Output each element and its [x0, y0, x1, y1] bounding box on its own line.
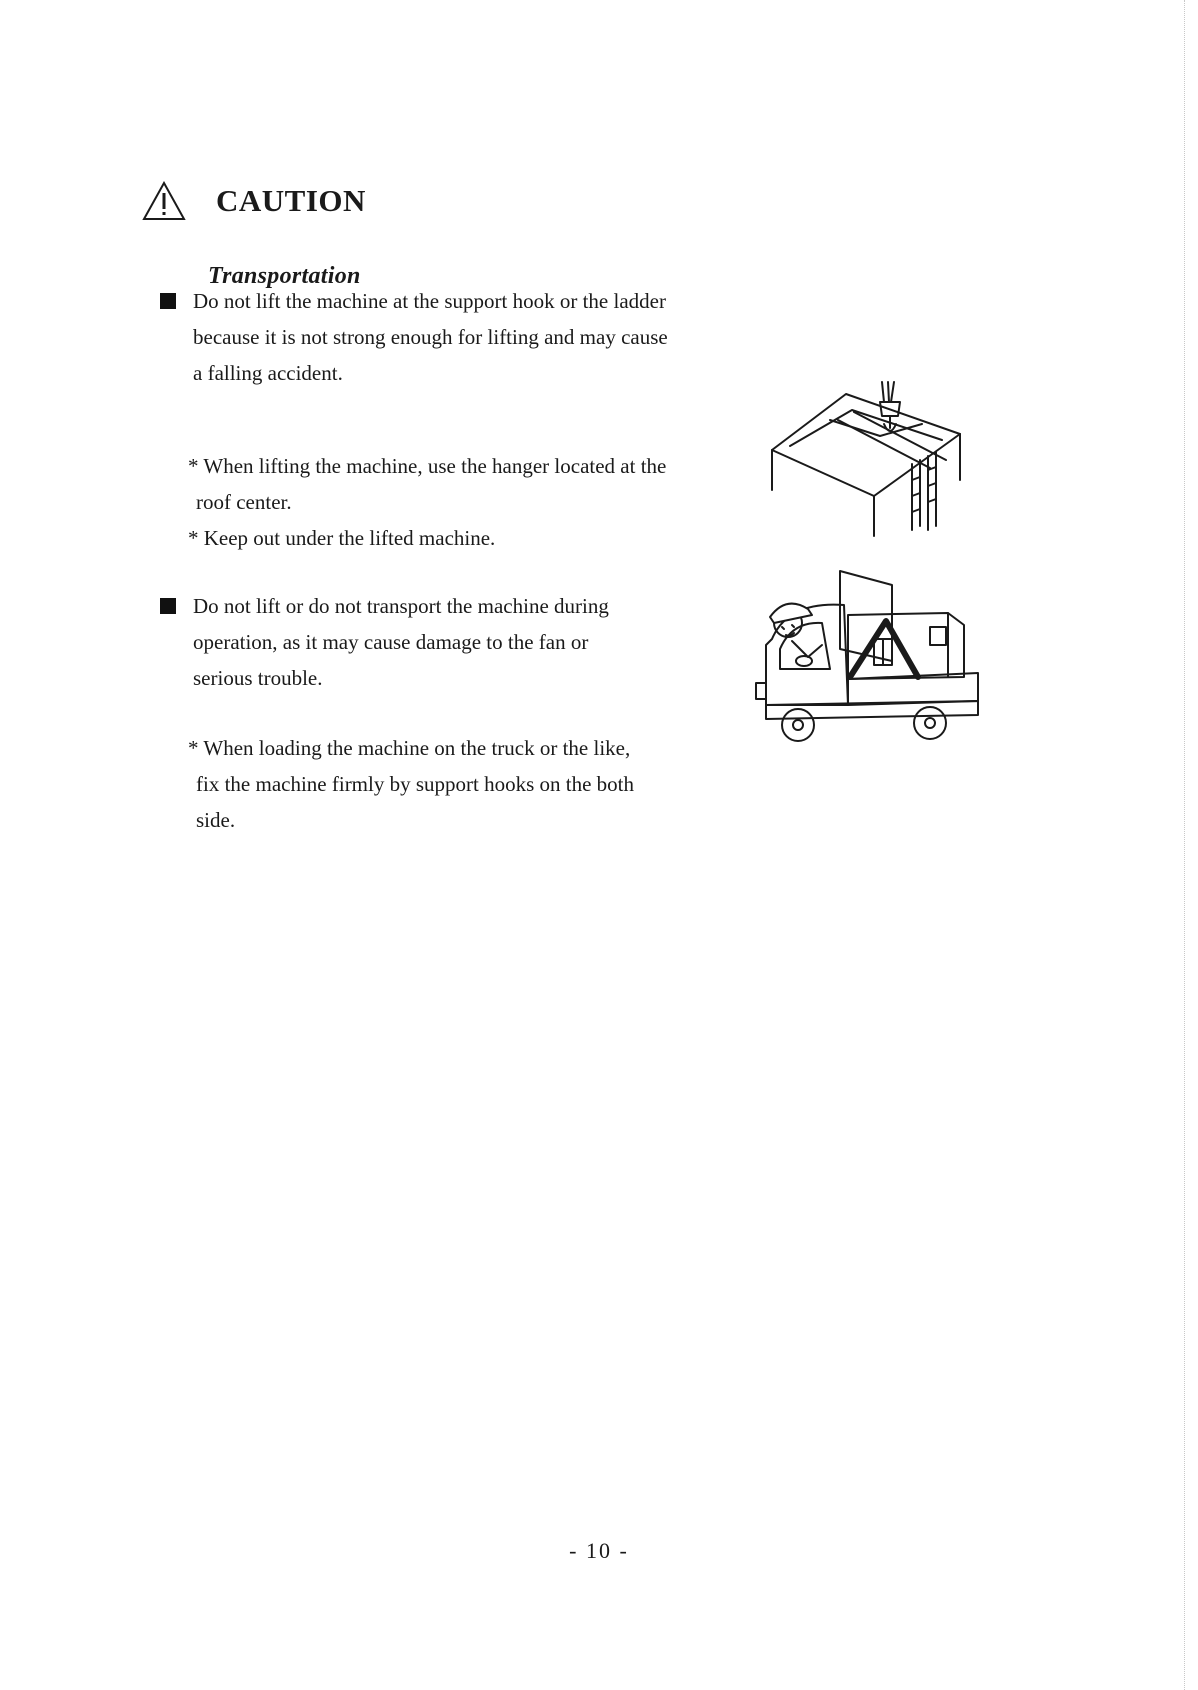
warning-triangle-icon: [142, 181, 186, 221]
caution-item-2-notes: [188, 730, 634, 838]
bullet-square: [160, 293, 176, 309]
item-line: because it is not strong enough for lifting and may cause: [193, 325, 668, 349]
note-line: * When lifting the machine, use the hanger located at the: [188, 454, 667, 478]
crane-lifting-machine-illustration: [770, 380, 970, 540]
caution-item-1: [160, 283, 668, 391]
item-line: Do not lift the machine at the support hook or the ladder: [193, 289, 666, 313]
section-title: Transportation: [208, 263, 361, 289]
scan-edge: [1184, 0, 1186, 1690]
page-number: - 10 -: [569, 1538, 629, 1563]
note-line: * When loading the machine on the truck or the like,: [188, 736, 631, 760]
caution-title: CAUTION: [216, 183, 366, 218]
caution-item-2: [160, 588, 609, 696]
bullet-square: [160, 598, 176, 614]
truck-transport-illustration: [752, 565, 982, 743]
note-line: side.: [196, 808, 236, 832]
item-line: Do not lift or do not transport the machine during: [193, 594, 609, 618]
item-line: a falling accident.: [193, 361, 343, 385]
caution-item-1-notes: [188, 448, 666, 556]
caution-heading: [142, 178, 366, 224]
item-line: serious trouble.: [193, 666, 323, 690]
note-line: fix the machine firmly by support hooks on the both: [196, 772, 635, 796]
note-line: * Keep out under the lifted machine.: [188, 526, 496, 550]
item-line: operation, as it may cause damage to the fan or: [193, 630, 589, 654]
note-line: roof center.: [196, 490, 292, 514]
